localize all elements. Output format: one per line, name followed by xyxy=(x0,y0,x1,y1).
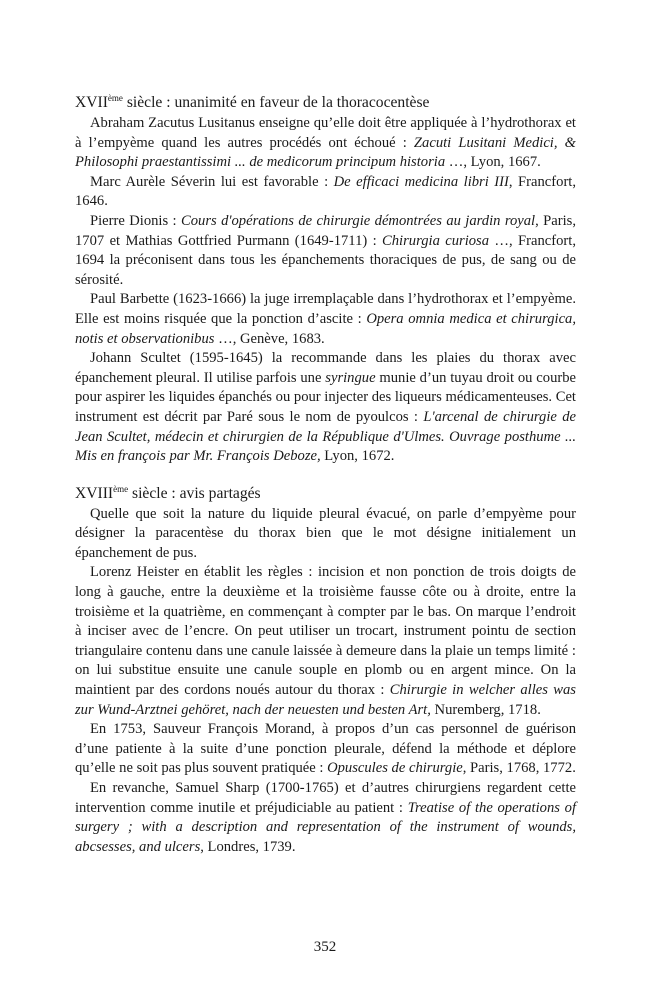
book-title: L'arcenal de chirurgie de Jean Scultet, médecin et chirurgien de la République d'Ulmes. Ouvrage posthume ... Mis en françois par Mr. François Deboze, xyxy=(75,408,576,465)
text-run: munie d’un tuyau droit ou courbe pour aspirer les liquides épanchés ou pour injecter des liqueurs médicamenteuses. Cet instrument est décrit par Paré sous le nom de pyoulcos : xyxy=(75,369,576,425)
heading-superscript: ème xyxy=(107,93,123,103)
heading-title: siècle : unanimité en faveur de la thoracocentèse xyxy=(122,94,430,111)
paragraph xyxy=(75,349,576,467)
text-run: , Paris, 1707 et Mathias Gottfried Purmann (1649-1711) : xyxy=(75,212,576,249)
paragraph xyxy=(75,779,576,857)
italic-term: syringue xyxy=(325,369,376,386)
paragraph xyxy=(75,563,576,720)
paragraph xyxy=(75,290,576,349)
text-run: …, Francfort, 1694 la préconisent dans tous les épanchements thoraciques de pus, de sang ou de sérosité. xyxy=(75,232,576,288)
text-run: , Paris, 1768, 1772. xyxy=(462,760,576,777)
text-run: Nuremberg, 1718. xyxy=(430,701,541,718)
paragraph xyxy=(75,212,576,290)
text-run: Marc Aurèle Séverin lui est favorable : xyxy=(90,173,334,190)
page-number: 352 xyxy=(313,939,337,955)
book-title: Chirurgie in welcher alles was zur Wund-Arztnei gehöret, nach der neuesten und besten Art, xyxy=(75,682,576,718)
text-run: Abraham Zacutus Lusitanus enseigne qu’elle doit être appliquée à l’hydrothorax et à l’empyème quand les autres procédés ont échoué : xyxy=(75,115,576,151)
book-title: Opera omnia medica et chirurgica, notis et observationibus xyxy=(75,310,576,347)
text-run: …, Genève, 1683. xyxy=(214,330,325,347)
heading-superscript: ème xyxy=(113,483,129,494)
page-body xyxy=(75,93,576,857)
paragraph xyxy=(75,173,576,212)
text-run: …, Lyon, 1667. xyxy=(445,154,541,171)
text-run: Quelle que soit la nature du liquide pleural évacué, on parle d’empyème pour désigner la paracentèse du thorax bien que le mot désigne initialement un épanchement de pus. xyxy=(75,505,576,561)
text-run: Paul Barbette (1623-1666) la juge irremplaçable dans l’hydrothorax et l’empyème. Elle est moins risquée que la ponction d’ascite : xyxy=(75,291,576,327)
heading-century: XVII xyxy=(75,94,108,111)
book-title: Chirurgia curiosa xyxy=(382,232,490,249)
text-run: Pierre Dionis : xyxy=(90,212,181,229)
text-run: Lyon, 1672. xyxy=(320,448,395,465)
text-run: Lorenz Heister en établit les règles : incision et non ponction de trois doigts de long à gauche, entre la deuxième et la troisième fausse côte ou à droite, entre la troisième et la quatrième, en commençant à compter par le bas. On marque l’endroit à inciser avec de l’encre. On peut utiliser un trocart, instrument pointu de section triangulaire contenu dans une canule laissée à demeure dans la plaie un temps limité : on lui substitue ensuite une canule souple en plomb ou en argent mince. On la maintient par des cordons noués autour du thorax : xyxy=(75,564,576,699)
text-run: En revanche, Samuel Sharp (1700-1765) et d’autres chirurgiens regardent cette intervention comme inutile et préjudiciable au patient : xyxy=(75,780,576,816)
paragraph xyxy=(75,114,576,173)
section-heading-xvii xyxy=(75,93,576,113)
heading-title: siècle : avis partagés xyxy=(128,484,261,502)
section-heading-xviii xyxy=(75,484,576,504)
paragraph xyxy=(75,720,576,779)
text-run: En 1753, Sauveur François Morand, à propos d’un cas personnel de guérison d’une patiente à la suite d’une ponction pleurale, défend la méthode et déplore qu’elle ne soit pas plus souvent pratiquée : xyxy=(75,721,576,777)
heading-century: XVIII xyxy=(75,484,114,502)
text-run: , Francfort, 1646. xyxy=(75,173,577,210)
text-run: Johann Scultet (1595-1645) la recommande dans les plaies du thorax avec épanchement pleural. Il utilise parfois une xyxy=(75,350,576,386)
book-title: Opuscules de chirurgie xyxy=(327,760,463,777)
text-run: , Londres, 1739. xyxy=(200,838,296,855)
book-title: De efficaci medicina libri III xyxy=(333,173,509,190)
book-title: Cours d'opérations de chirurgie démontrées au jardin royal xyxy=(181,212,536,229)
book-title: Zacuti Lusitani Medici, & Philosophi praestantissimi ... de medicorum principum historia xyxy=(75,134,576,171)
book-title: Treatise of the operations of surgery ; with a description and representation of the instrument of wounds, abcsesses, and ulcers xyxy=(75,799,576,855)
paragraph xyxy=(75,505,576,564)
